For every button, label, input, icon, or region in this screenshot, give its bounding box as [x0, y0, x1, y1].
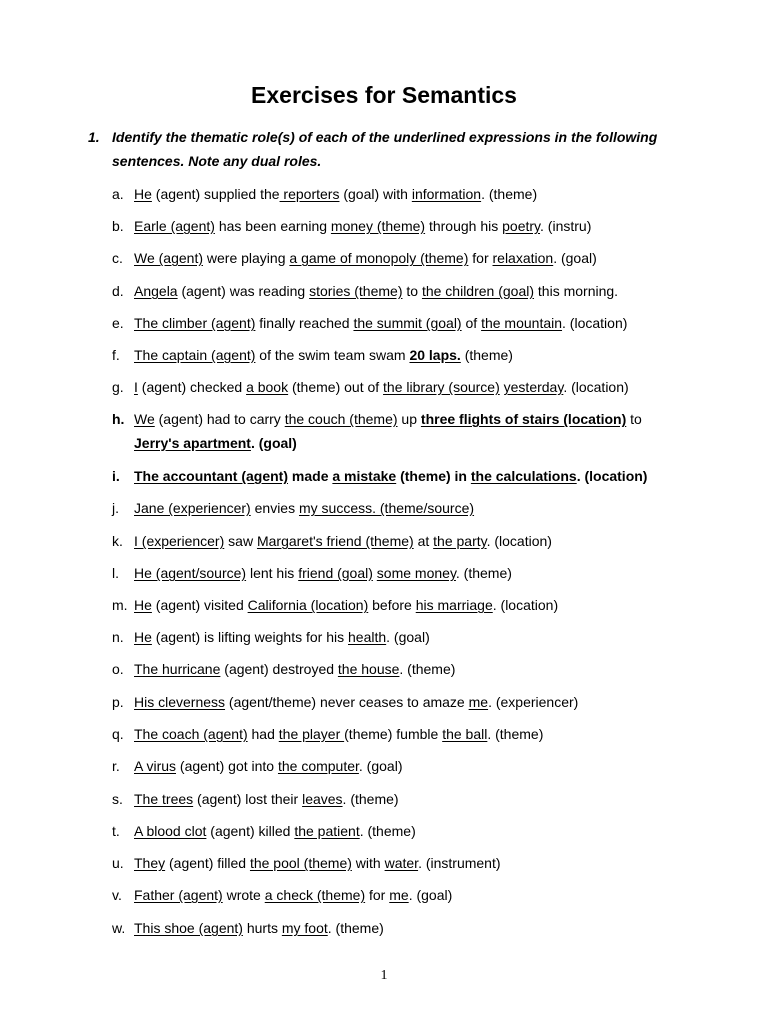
item-label: w. — [112, 920, 126, 936]
item-sentence — [134, 375, 672, 399]
sentence-fragment: . (instrument) — [418, 855, 501, 871]
item-label: o. — [112, 661, 124, 677]
item-label: f. — [112, 347, 120, 363]
sentence-fragment: . (theme) — [455, 565, 512, 581]
sentence-fragment: up — [397, 411, 421, 427]
item-label: j. — [112, 500, 119, 516]
list-item — [112, 690, 672, 714]
underlined-expression: money (theme) — [330, 218, 426, 234]
sentence-fragment: . (location) — [563, 379, 629, 395]
item-sentence — [134, 343, 672, 367]
item-label: h. — [112, 411, 125, 427]
underlined-expression: his marriage — [415, 597, 493, 613]
sentence-fragment: (agent) lost their — [193, 791, 303, 807]
list-item — [112, 464, 672, 488]
underlined-expression: Angela — [134, 283, 178, 299]
underlined-expression: Jane (experiencer) — [134, 500, 251, 516]
list-item — [112, 407, 672, 455]
list-item — [112, 561, 672, 585]
sentence-fragment: were playing — [203, 250, 290, 266]
sentence-fragment: . (goal) — [250, 435, 297, 451]
sentence-fragment: has been earning — [214, 218, 331, 234]
underlined-expression: Father (agent) — [134, 887, 223, 903]
sentence-fragment: for — [365, 887, 390, 903]
item-sentence — [134, 182, 672, 206]
underlined-expression: the couch (theme) — [284, 411, 398, 427]
item-sentence — [134, 311, 672, 335]
list-item — [112, 214, 672, 238]
item-sentence — [134, 722, 672, 746]
item-label: q. — [112, 726, 124, 742]
page-title: Exercises for Semantics — [251, 82, 517, 108]
item-sentence — [134, 561, 672, 585]
sentence-fragment: . (theme) — [342, 791, 399, 807]
underlined-expression: my success. (theme/source) — [298, 500, 475, 516]
sentence-fragment: . (location) — [492, 597, 559, 613]
item-sentence — [134, 407, 672, 455]
item-label: m. — [112, 597, 128, 613]
underlined-expression: the pool (theme) — [249, 855, 352, 871]
item-sentence — [134, 529, 672, 553]
underlined-expression: the patient — [294, 823, 360, 839]
sentence-fragment: . (location) — [562, 315, 628, 331]
item-label: a. — [112, 186, 124, 202]
sentence-fragment: to — [626, 411, 642, 427]
underlined-expression: The hurricane — [134, 661, 221, 677]
underlined-expression: Margaret's friend (theme) — [256, 533, 414, 549]
underlined-expression: my foot — [281, 920, 328, 936]
underlined-expression: I (experiencer) — [134, 533, 225, 549]
item-label: c. — [112, 250, 123, 266]
item-label: i. — [112, 468, 120, 484]
item-sentence — [134, 246, 672, 270]
sentence-fragment: . (theme) — [399, 661, 456, 677]
sentence-fragment: . (theme) — [359, 823, 416, 839]
sentence-fragment: (agent) got into — [176, 758, 278, 774]
item-label: p. — [112, 694, 124, 710]
sentence-fragment: . (goal) — [553, 250, 597, 266]
sentence-fragment: . (experiencer) — [488, 694, 579, 710]
underlined-expression: We — [134, 411, 155, 427]
sentence-fragment: wrote — [222, 887, 265, 903]
sentence-fragment: (agent) was reading — [177, 283, 310, 299]
underlined-expression: information — [411, 186, 482, 202]
sentence-fragment: (agent) destroyed — [220, 661, 338, 677]
sentence-fragment: to — [402, 283, 422, 299]
underlined-expression: The captain (agent) — [134, 347, 256, 363]
sentence-fragment: hurts — [242, 920, 282, 936]
underlined-expression: the player — [278, 726, 345, 742]
list-item — [112, 343, 672, 367]
sentence-fragment: (theme) in — [396, 468, 471, 484]
item-label: r. — [112, 758, 120, 774]
underlined-expression: relaxation — [492, 250, 554, 266]
item-sentence — [134, 787, 672, 811]
item-sentence — [134, 625, 672, 649]
underlined-expression: yesterday — [503, 379, 564, 395]
sentence-fragment: with — [351, 855, 385, 871]
list-item — [112, 625, 672, 649]
sentence-fragment: had — [247, 726, 279, 742]
list-item — [112, 311, 672, 335]
sentence-fragment: (agent) killed — [206, 823, 295, 839]
list-item — [112, 593, 672, 617]
sentence-fragment: . (theme) — [327, 920, 384, 936]
underlined-expression: He — [134, 629, 152, 645]
underlined-expression: a book — [246, 379, 289, 395]
list-item — [112, 851, 672, 875]
list-item — [112, 279, 672, 303]
underlined-expression: stories (theme) — [309, 283, 403, 299]
underlined-expression: a check (theme) — [264, 887, 366, 903]
underlined-expression: the calculations — [470, 468, 577, 484]
underlined-expression: The coach (agent) — [134, 726, 248, 742]
sentence-fragment: (agent) is lifting weights for his — [151, 629, 348, 645]
sentence-fragment: (theme) — [460, 347, 513, 363]
underlined-expression: health — [348, 629, 387, 645]
sentence-fragment: (agent) visited — [151, 597, 248, 613]
underlined-expression: They — [134, 855, 166, 871]
sentence-fragment: for — [468, 250, 493, 266]
underlined-expression: the children (goal) — [421, 283, 535, 299]
sentence-fragment: . (location) — [576, 468, 648, 484]
question-number: 1. — [88, 129, 100, 145]
item-label: d. — [112, 283, 124, 299]
list-item — [112, 754, 672, 778]
list-item — [112, 883, 672, 907]
list-item — [112, 182, 672, 206]
underlined-expression: me — [468, 694, 489, 710]
sentence-fragment: (theme) fumble — [344, 726, 443, 742]
item-label: u. — [112, 855, 124, 871]
underlined-expression: We (agent) — [134, 250, 203, 266]
item-sentence — [134, 883, 672, 907]
sentence-fragment: (agent) checked — [137, 379, 247, 395]
list-item — [112, 375, 672, 399]
sentence-fragment: envies — [250, 500, 299, 516]
underlined-expression: Earle (agent) — [134, 218, 215, 234]
item-label: s. — [112, 791, 123, 807]
item-label: g. — [112, 379, 124, 395]
underlined-expression: This shoe (agent) — [134, 920, 243, 936]
sentence-fragment: finally reached — [255, 315, 354, 331]
sentence-fragment: . (goal) — [358, 758, 403, 774]
underlined-expression: 20 laps. — [409, 347, 461, 363]
sentence-fragment: (agent) had to carry — [154, 411, 285, 427]
underlined-expression: He — [134, 186, 152, 202]
item-sentence — [134, 464, 672, 488]
underlined-expression: water — [384, 855, 419, 871]
underlined-expression: a game of monopoly (theme) — [289, 250, 469, 266]
sentence-fragment: . (instru) — [540, 218, 592, 234]
item-sentence — [134, 754, 672, 778]
sentence-fragment: . (theme) — [481, 186, 538, 202]
list-item — [112, 496, 672, 520]
underlined-expression: A virus — [134, 758, 177, 774]
underlined-expression: The trees — [134, 791, 194, 807]
sentence-fragment: (agent) supplied the — [151, 186, 280, 202]
item-sentence — [134, 819, 672, 843]
list-item — [112, 657, 672, 681]
item-label: t. — [112, 823, 120, 839]
sentence-fragment: at — [413, 533, 434, 549]
sentence-fragment: . (goal) — [386, 629, 430, 645]
item-sentence — [134, 279, 672, 303]
underlined-expression: A blood clot — [134, 823, 207, 839]
list-item — [112, 916, 672, 940]
sentence-fragment: (agent/theme) never ceases to amaze — [225, 694, 469, 710]
question-text: Identify the thematic role(s) of each of the underlined expressions in the following sentences. Note any dual roles. — [112, 129, 658, 169]
page-number: 1 — [380, 968, 388, 983]
sentence-fragment: (theme) out of — [288, 379, 384, 395]
sentence-fragment: lent his — [246, 565, 299, 581]
item-sentence — [134, 496, 672, 520]
sentence-fragment: made — [288, 468, 333, 484]
item-sentence — [134, 851, 672, 875]
item-label: n. — [112, 629, 124, 645]
underlined-expression: poetry — [502, 218, 541, 234]
sentence-fragment: this morning. — [534, 283, 619, 299]
underlined-expression: a mistake — [332, 468, 397, 484]
sentence-fragment: saw — [224, 533, 257, 549]
underlined-expression: reporters — [279, 186, 340, 202]
list-item — [112, 529, 672, 553]
list-item — [112, 246, 672, 270]
sentence-fragment: (agent) filled — [165, 855, 250, 871]
underlined-expression: the computer — [277, 758, 359, 774]
sentence-fragment: of the swim team swam — [255, 347, 410, 363]
item-label: b. — [112, 218, 124, 234]
underlined-expression: California (location) — [247, 597, 369, 613]
underlined-expression: The accountant (agent) — [134, 468, 289, 484]
list-item — [112, 787, 672, 811]
underlined-expression: the party — [433, 533, 487, 549]
item-sentence — [134, 593, 672, 617]
item-label: v. — [112, 887, 122, 903]
item-label: l. — [112, 565, 119, 581]
underlined-expression: some money — [376, 565, 456, 581]
list-item — [112, 819, 672, 843]
underlined-expression: me — [389, 887, 409, 903]
sentence-fragment: of — [461, 315, 482, 331]
underlined-expression: He (agent/source) — [134, 565, 247, 581]
underlined-expression: leaves — [302, 791, 343, 807]
item-label: k. — [112, 533, 123, 549]
sentence-fragment: . (location) — [486, 533, 552, 549]
underlined-expression: three flights of stairs (location) — [420, 411, 627, 427]
list-item — [112, 722, 672, 746]
underlined-expression: friend (goal) — [298, 565, 373, 581]
item-label: e. — [112, 315, 124, 331]
sentence-fragment: through his — [425, 218, 503, 234]
underlined-expression: the summit (goal) — [353, 315, 462, 331]
underlined-expression: His cleverness — [134, 694, 226, 710]
item-sentence — [134, 690, 672, 714]
underlined-expression: the mountain — [481, 315, 563, 331]
underlined-expression: the house — [337, 661, 400, 677]
underlined-expression: the library (source) — [383, 379, 500, 395]
sentence-fragment: (goal) with — [339, 186, 412, 202]
sentence-fragment: before — [368, 597, 416, 613]
sentence-fragment: . (theme) — [487, 726, 544, 742]
underlined-expression: the ball — [442, 726, 488, 742]
underlined-expression: Jerry's apartment — [134, 435, 251, 451]
underlined-expression: I — [134, 379, 138, 395]
sentence-fragment: . (goal) — [408, 887, 453, 903]
item-sentence — [134, 214, 672, 238]
item-sentence — [134, 916, 672, 940]
underlined-expression: The climber (agent) — [134, 315, 256, 331]
underlined-expression: He — [134, 597, 152, 613]
item-sentence — [134, 657, 672, 681]
